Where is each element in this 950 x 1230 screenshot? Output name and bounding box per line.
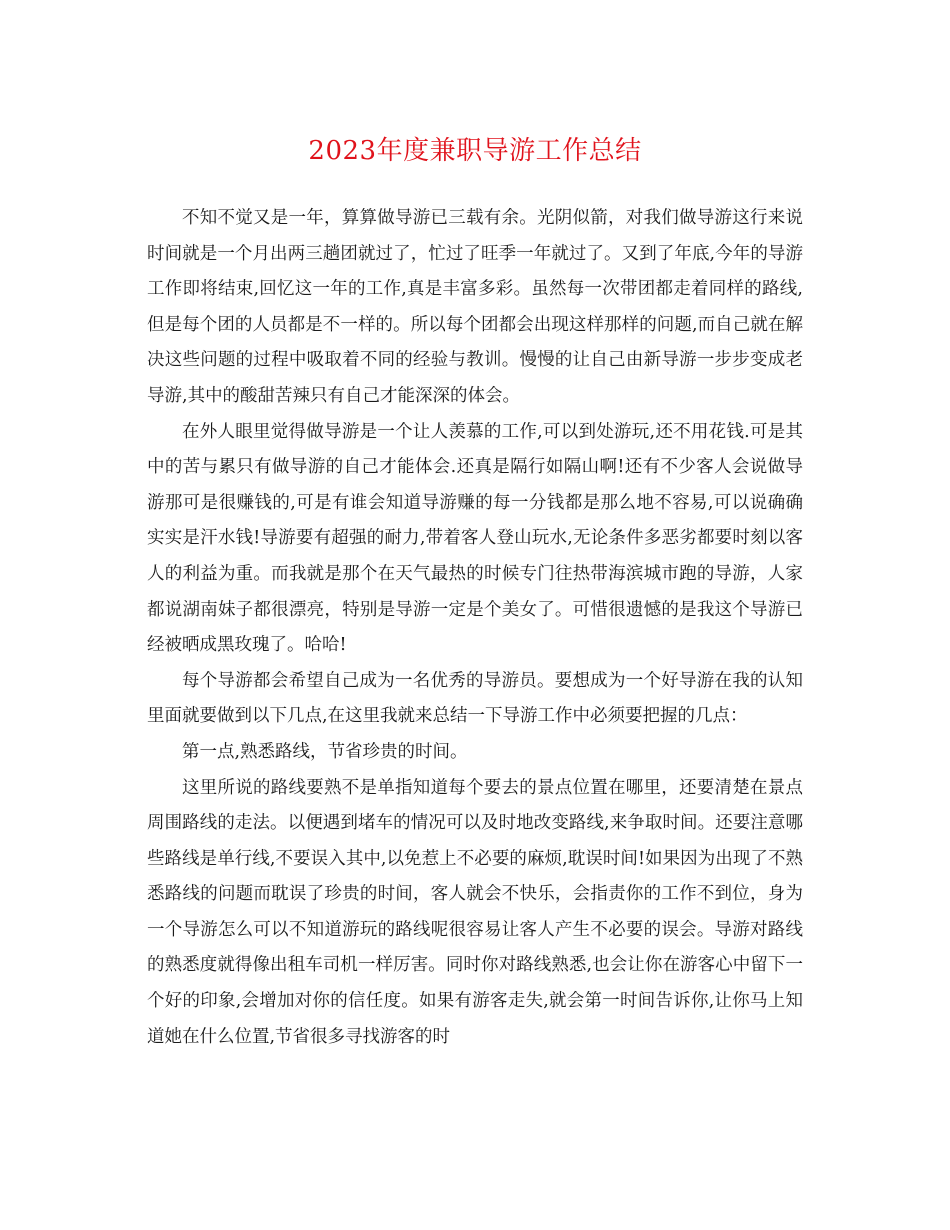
- paragraph-outsider-view: 在外人眼里觉得做导游是一个让人羡慕的工作,可以到处游玩,还不用花钱.可是其中的苦与累只有做导游的自己才能体会.还真是隔行如隔山啊!还有不少客人会说做导游那可是很赚钱的,可是有谁会知道导游赚的每一分钱都是那么地不容易,可以说确确实实是汗水钱!导游要有超强的耐力,带着客人登山玩水,无论条件多恶劣都要时刻以客人的利益为重。而我就是那个在天气最热的时候专门往热带海滨城市跑的导游，人家都说湖南妹子都很漂亮，特别是导游一定是个美女了。可惜很遗憾的是我这个导游已经被晒成黑玫瑰了。哈哈!: [147, 421, 803, 656]
- paragraph-point-one-heading: 第一点,熟悉路线，节省珍贵的时间。: [182, 741, 468, 762]
- paragraph-point-one-detail: 这里所说的路线要熟不是单指知道每个要去的景点位置在哪里，还要清楚在景点周围路线的走法。以便遇到堵车的情况可以及时地改变路线,来争取时间。还要注意哪些路线是单行线,不要误入其中,以免惹上不必要的麻烦,耽误时间!如果因为出现了不熟悉路线的问题而耽误了珍贵的时间，客人就会不快乐，会指责你的工作不到位，身为一个导游怎么可以不知道游玩的路线呢很容易让客人产生不必要的误会。导游对路线的熟悉度就得像出租车司机一样厉害。同时你对路线熟悉,也会让你在游客心中留下一个好的印象,会增加对你的信任度。如果有游客走失,就会第一时间告诉你,让你马上知道她在什么位置,节省很多寻找游客的时: [147, 777, 803, 1047]
- paragraph-good-guide: 每个导游都会希望自己成为一名优秀的导游员。要想成为一个好导游在我的认知里面就要做到以下几点,在这里我就来总结一下导游工作中必须要把握的几点：: [147, 670, 803, 727]
- document-body: [147, 201, 803, 1055]
- document-title: 2023年度兼职导游工作总结: [308, 136, 642, 166]
- paragraph-intro: 不知不觉又是一年，算算做导游已三载有余。光阴似箭，对我们做导游这行来说时间就是一个月出两三趟团就过了，忙过了旺季一年就过了。又到了年底,今年的导游工作即将结束,回忆这一年的工作,真是丰富多彩。虽然每一次带团都走着同样的路线,但是每个团的人员都是不一样的。所以每个团都会出现这样那样的问题,而自己就在解决这些问题的过程中吸取着不同的经验与教训。慢慢的让自己由新导游一步步变成老导游,其中的酸甜苦辣只有自己才能深深的体会。: [147, 208, 803, 406]
